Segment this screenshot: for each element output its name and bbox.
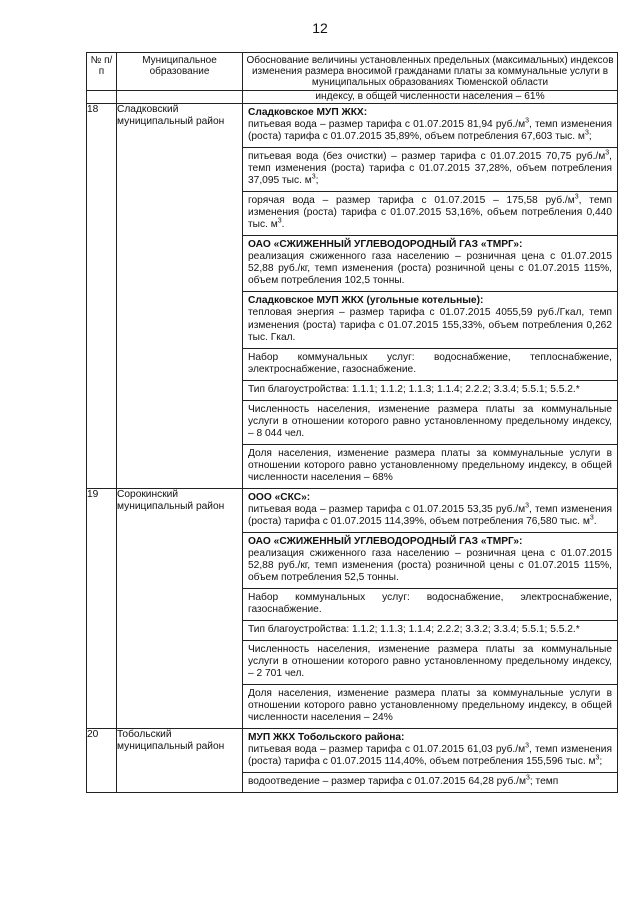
block-text: , темп изменения (роста) тарифа с 01.07.2015 35,89%, объем потребления 67,603 тыс. м: [248, 119, 612, 143]
unit-superscript: 3: [525, 502, 529, 510]
municipality-name: Сорокинский муниципальный район: [117, 488, 243, 729]
tariff-table: [86, 52, 618, 793]
block-text: Доля населения, изменение размера платы за коммунальные услуги в отношении которого равно установленному предельному индексу, в общей численности населения – 24%: [248, 688, 612, 724]
block-text: реализация сжиженного газа населению – розничная цена с 01.07.2015 52,88 руб./кг, темп изменения (роста) розничной цены с 01.07.2015 115%, объем потребления 52,5 тонны.: [248, 547, 612, 584]
organization-name: ООО «СКС»:: [248, 491, 311, 503]
unit-superscript: 3: [525, 775, 530, 783]
block-text: водоотведение – размер тарифа с 01.07.2015 64,28 руб./м: [248, 776, 526, 788]
table-row: [87, 488, 618, 729]
block-text: питьевая вода (без очистки) – размер тарифа с 01.07.2015 70,75 руб./м: [248, 151, 606, 163]
justification-block: [243, 148, 617, 192]
unit-superscript: 3: [605, 149, 610, 157]
block-text: Набор коммунальных услуг: водоснабжение, электроснабжение, газоснабжение.: [248, 592, 612, 616]
block-text: ;: [315, 175, 319, 187]
block-text: Тип благоустройства: 1.1.2; 1.1.3; 1.1.4; 2.2.2; 3.3.2; 3.3.4; 5.5.1; 5.5.2.*: [248, 624, 580, 636]
row-number: 18: [87, 104, 117, 489]
block-text: ;: [588, 131, 592, 143]
block-text: Набор коммунальных услуг: водоснабжение, теплоснабжение, электроснабжение, газоснабжение.: [248, 351, 612, 375]
page-number: 12: [312, 20, 328, 36]
justification-block: [243, 349, 617, 381]
block-text: горячая вода – размер тарифа с 01.07.2015 – 175,58 руб./м: [248, 195, 575, 207]
justification-block: [243, 104, 617, 148]
row-number: 19: [87, 488, 117, 729]
organization-name: ОАО «СЖИЖЕННЫЙ УГЛЕВОДОРОДНЫЙ ГАЗ «ТМРГ»:: [248, 239, 523, 251]
block-text: , темп изменения (роста) тарифа с 01.07.2015 37,28%, объем потребления 37,095 тыс. м: [248, 151, 612, 187]
justification-block: [243, 685, 617, 728]
justification-cell: [243, 104, 618, 489]
block-text: , темп изменения (роста) тарифа с 01.07.2015 53,16%, объем потребления 0,440 тыс. м: [248, 195, 613, 231]
unit-superscript: 3: [584, 129, 589, 137]
block-text: Численность населения, изменение размера платы за коммунальные услуги в отношении которого равно установленному предельному индексу, – 2 701 чел.: [248, 644, 612, 680]
block-text: .: [593, 515, 597, 527]
block-text: Доля населения, изменение размера платы за коммунальные услуги в отношении которого равно установленному предельному индексу, в общей численности населения – 68%: [248, 447, 612, 483]
block-text: реализация сжиженного газа населению – розничная цена с 01.07.2015 52,88 руб./кг, темп изменения (роста) розничной цены с 01.07.2015 115%, объем потребления 102,5 тонны.: [248, 251, 612, 287]
organization-name: МУП ЖКХ Тобольского района:: [248, 732, 405, 744]
table-header-row: [87, 53, 618, 91]
unit-superscript: 3: [574, 193, 579, 201]
justification-block: [243, 589, 617, 621]
block-text: питьевая вода – размер тарифа с 01.07.2015 61,03 руб./м: [248, 744, 526, 756]
justification-block: [243, 621, 617, 641]
organization-name: Сладковское МУП ЖКХ:: [248, 107, 368, 119]
block-text: Численность населения, изменение размера платы за коммунальные услуги в отношении которого равно установленному предельному индексу, – 8 044 чел.: [248, 403, 612, 439]
justification-block: [243, 381, 617, 401]
unit-superscript: 3: [277, 217, 282, 225]
municipality-name: Тобольский муниципальный район: [117, 729, 243, 793]
justification-block: [243, 773, 617, 792]
table-row: [87, 729, 618, 793]
block-text: .: [281, 219, 285, 231]
continuation-row: [87, 91, 618, 104]
header-justification: Обоснование величины установленных предельных (максимальных) индексов изменения размера вносимой гражданами платы за коммунальные услуги в муниципальных образованиях Тюменской области: [243, 53, 618, 91]
justification-block: [243, 236, 617, 292]
justification-block: [243, 641, 617, 685]
block-text: Тип благоустройства: 1.1.1; 1.1.2; 1.1.3; 1.1.4; 2.2.2; 3.3.4; 5.5.1; 5.5.2.*: [248, 383, 580, 395]
header-num: № п/п: [87, 53, 117, 91]
unit-superscript: 3: [595, 755, 600, 763]
organization-name: ОАО «СЖИЖЕННЫЙ УГЛЕВОДОРОДНЫЙ ГАЗ «ТМРГ»:: [248, 535, 523, 547]
block-text: , темп изменения (роста) тарифа с 01.07.2015 114,40%, объем потребления 155,596 тыс. м: [248, 744, 612, 768]
unit-superscript: 3: [525, 117, 529, 125]
row-number: 20: [87, 729, 117, 793]
unit-superscript: 3: [311, 173, 316, 181]
justification-block: [243, 489, 617, 533]
block-text: тепловая энергия – размер тарифа с 01.07.2015 4055,59 руб./Гкал, темп изменения (роста) тарифа с 01.07.2015 155,33%, объем потребления 0,262 тыс. Гкал.: [248, 307, 612, 343]
unit-superscript: 3: [589, 514, 594, 522]
justification-block: [243, 445, 617, 488]
justification-block: [243, 533, 617, 589]
municipality-name: Сладковский муниципальный район: [117, 104, 243, 489]
block-text: ; темп: [529, 776, 559, 788]
block-text: , темп изменения (роста) тарифа с 01.07.2015 114,39%, объем потребления 76,580 тыс. м: [248, 503, 612, 527]
continuation-text: индексу, в общей численности населения – 61%: [243, 91, 618, 104]
block-text: ;: [599, 756, 603, 768]
organization-name: Сладковское МУП ЖКХ (угольные котельные):: [248, 295, 484, 307]
header-municipality: Муниципальное образование: [117, 53, 243, 91]
justification-block: [243, 729, 617, 773]
justification-block: [243, 292, 617, 348]
justification-cell: [243, 729, 618, 793]
unit-superscript: 3: [525, 742, 529, 750]
block-text: питьевая вода – размер тарифа с 01.07.2015 81,94 руб./м: [248, 119, 526, 131]
justification-block: [243, 401, 617, 445]
table-row: [87, 104, 618, 489]
justification-cell: [243, 488, 618, 729]
block-text: питьевая вода – размер тарифа с 01.07.2015 53,35 руб./м: [248, 503, 526, 515]
justification-block: [243, 192, 617, 236]
